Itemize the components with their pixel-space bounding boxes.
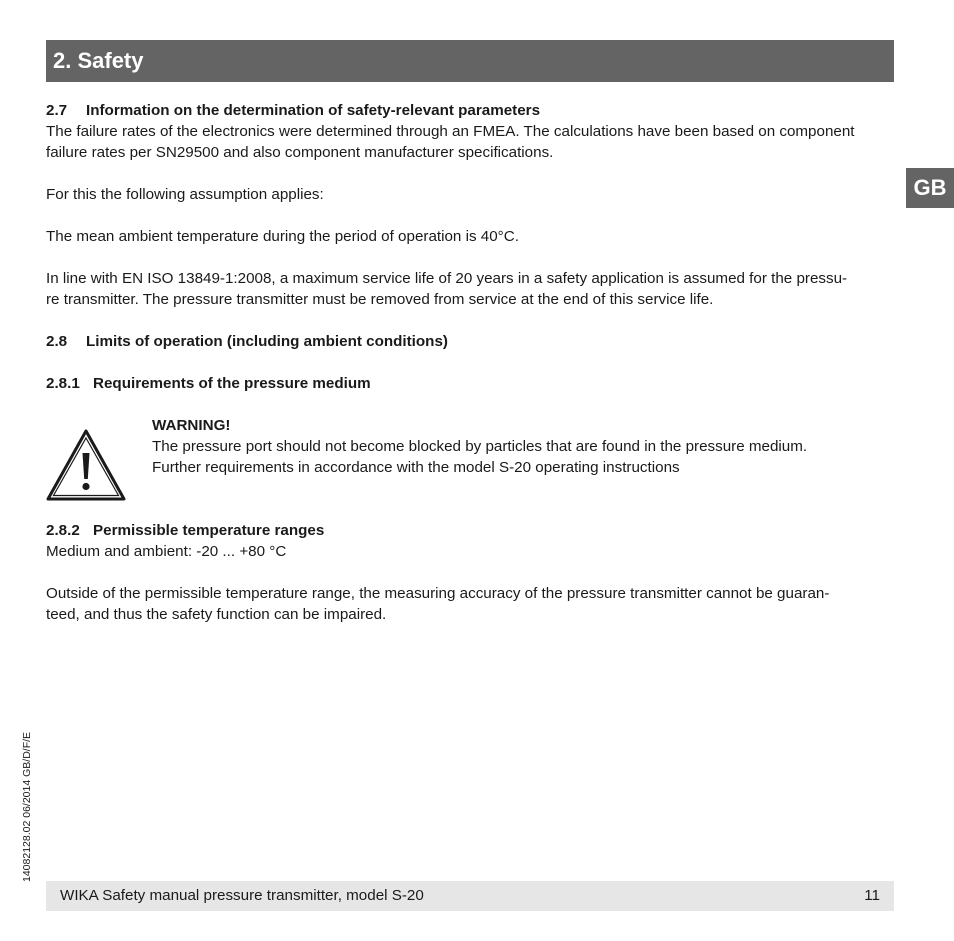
page-number: 11 xyxy=(864,887,880,904)
section-header-bar xyxy=(46,40,894,82)
language-tab: GB xyxy=(906,168,954,208)
section-title: 2. Safety xyxy=(53,48,144,73)
heading-2-8-1 xyxy=(46,373,894,394)
heading-number: 2.8.1 xyxy=(46,375,80,392)
paragraph-line: In line with EN ISO 13849-1:2008, a maximum service life of 20 years in a safety application is assumed for the pressu- xyxy=(46,270,848,287)
heading-2-7 xyxy=(46,100,894,121)
heading-2-8 xyxy=(46,331,894,352)
paragraph-line: re transmitter. The pressure transmitter must be removed from service at the end of this service life. xyxy=(46,291,714,308)
heading-number: 2.7 xyxy=(46,102,68,119)
warning-title: WARNING! xyxy=(152,417,231,434)
page-content xyxy=(46,100,894,625)
paragraph: The mean ambient temperature during the period of operation is 40°C. xyxy=(46,228,519,245)
footer-title: WIKA Safety manual pressure transmitter, model S-20 xyxy=(60,887,424,904)
paragraph: For this the following assumption applies: xyxy=(46,186,324,203)
heading-text: Requirements of the pressure medium xyxy=(93,375,371,392)
paragraph: Medium and ambient: -20 ... +80 °C xyxy=(46,543,287,560)
warning-triangle-icon xyxy=(46,429,126,501)
heading-text: Limits of operation (including ambient conditions) xyxy=(86,333,448,350)
heading-text: Information on the determination of safety-relevant parameters xyxy=(86,102,541,119)
paragraph-line: The failure rates of the electronics were determined through an FMEA. The calculations have been based on component xyxy=(46,123,855,140)
warning-block xyxy=(46,415,894,493)
document-code: 14082128.02 06/2014 GB/D/F/E xyxy=(21,731,33,882)
paragraph-line: failure rates per SN29500 and also component manufacturer specifications. xyxy=(46,144,554,161)
footer-bar xyxy=(46,881,894,911)
heading-number: 2.8 xyxy=(46,333,68,350)
heading-number: 2.8.2 xyxy=(46,522,80,539)
paragraph-line: teed, and thus the safety function can be impaired. xyxy=(46,606,387,623)
heading-text: Permissible temperature ranges xyxy=(93,522,325,539)
heading-2-8-2 xyxy=(46,520,894,541)
warning-line: The pressure port should not become blocked by particles that are found in the pressure medium. xyxy=(152,438,808,455)
warning-text xyxy=(152,415,807,478)
paragraph-line: Outside of the permissible temperature range, the measuring accuracy of the pressure transmitter cannot be guaran- xyxy=(46,585,830,602)
warning-line: Further requirements in accordance with the model S-20 operating instructions xyxy=(152,459,680,476)
